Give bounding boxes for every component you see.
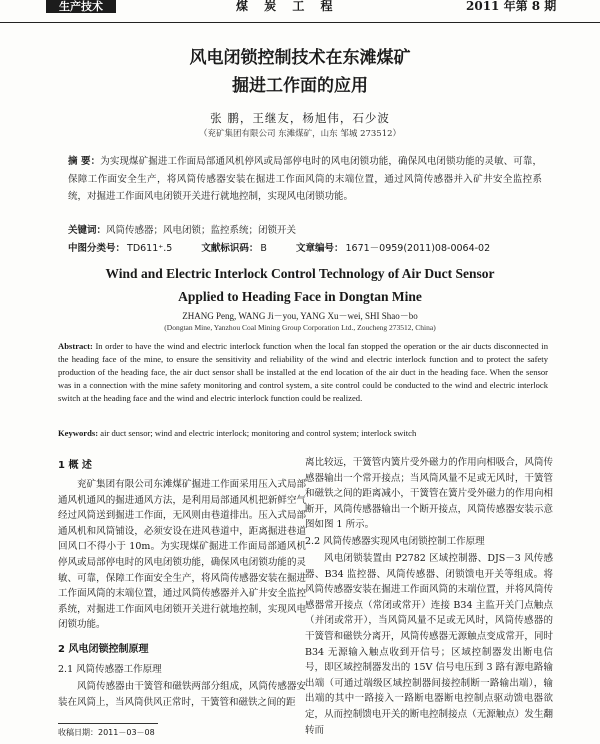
chinese-keywords-text: 风筒传感器；风电闭锁；监控系统；闭锁开关 (106, 225, 297, 236)
document-code: 文献标识码： B (201, 243, 267, 254)
english-abstract-text: In order to have the wind and electric interlock function when the local fan stopped the operation or the air ducts disconnected in the heading face of the mine, to ensure the sensitivity and reliability of the wind and electric interlock function and to protect the safety production of the heading face, the air duct sensor shall be installed at the end location of the air duct in the heading face. When the sensor was in a connection with the mine safety monitoring and control system, a site control could be conducted to the wind and electric interlock switch at the heading face and the wind and electric interlock function could be realized. (58, 341, 548, 403)
right-column-paragraph-1: 离比较远，干簧管内簧片受外磁力的作用向相吸合，风筒传感器输出一个常开接点；当风筒风量不足或无风时，干簧管和磁铁之间的距离减小，干簧管在簧片受外磁力的作用向相断开，风筒传感器输出一个断开接点，风筒传感器安装示意图如图 1 所示。 (305, 457, 553, 531)
clc-number: 中图分类号： TD611⁺.5 (68, 243, 173, 254)
chinese-keywords (68, 222, 542, 236)
chinese-title-line-2: 掘进工作面的应用 (232, 76, 368, 96)
article-number: 文章编号： 1671－0959(2011)08-0064-02 (295, 243, 491, 254)
english-title (0, 262, 600, 308)
chinese-affiliation: （兖矿集团有限公司 东滩煤矿，山东 邹城 273512） (198, 129, 402, 139)
chinese-title (0, 44, 600, 100)
chinese-abstract-text: 为实现煤矿掘进工作面局部通风机停风或局部停电时的风电闭锁功能，确保风电闭锁功能的灵敏、可靠，保障工作面安全生产，将风筒传感器安装在掘进工作面风筒的末端位置，通过风筒传感器并入矿井安全监控系统，对掘进工作面风电闭锁开关进行就地控制，实现风电闭锁功能。 (68, 156, 542, 202)
journal-header (0, 0, 600, 23)
section-1-heading: 1 概 述 (58, 460, 92, 471)
section-2-heading: 2 风电闭锁控制原理 (58, 643, 149, 655)
chinese-abstract (68, 153, 542, 206)
english-keywords (58, 428, 548, 438)
issue-number: 2011 年第 8 期 (466, 0, 557, 13)
english-title-line-1: Wind and Electric Interlock Control Technology of Air Duct Sensor (105, 266, 495, 281)
english-keywords-text: air duct sensor; wind and electric interlock; monitoring and control system; interlock switch (100, 428, 417, 438)
english-keywords-label: Keywords: (58, 428, 99, 438)
body-right-column (305, 455, 553, 738)
chinese-authors: 张 鹏，王继友，杨旭伟，石少波 (210, 111, 390, 125)
chinese-keywords-label: 关键词： (68, 225, 107, 236)
section-2-2-heading: 2.2 风筒传感器实现风电闭锁控制工作原理 (305, 535, 485, 547)
english-title-line-2: Applied to Heading Face in Dongtan Mine (178, 289, 422, 304)
english-abstract (58, 340, 548, 405)
section-2-1-heading: 2.1 风筒传感器工作原理 (58, 663, 162, 675)
section-2-1-paragraph: 风筒传感器由干簧管和磁铁两部分组成，风筒传感器安装在风筒上，当风筒供风正常时，干簧管和磁铁之间的距 (58, 680, 306, 708)
right-column-paragraph-2: 风电闭锁装置由 P2782 区域控制器、DJS－3 风传感器、B34 监控器、风筒传感器、闭锁馈电开关等组成。将风筒传感器安装在掘进工作面风筒的末端位置，并将风筒传感器常开接点（常闭或常开）连接 B34 主监开关门点触点（并闭或常开），当风筒风量不足或无风时，风筒传感器的干簧管和磁铁分离开，风筒传感器无源触点变成常开，同时 B34 无源输入触点收到开信号；区域控制器发出断电信号，即区域控制器发出的 15V 信号电压到 3 路有源电路输出端（可通过端级区域控制器间接控制断一路输出端），输出端的其中一路接入一路断电器断电控制点驱动馈电器欲定，从而控制馈电开关的断电控制接点（无源触点）发生翻转而 (305, 552, 553, 736)
english-abstract-label: Abstract: (58, 341, 93, 351)
chinese-title-line-1: 风电闭锁控制技术在东滩煤矿 (189, 48, 411, 68)
body-left-column (58, 455, 306, 710)
classification-line (68, 240, 542, 254)
english-authors: ZHANG Peng, WANG Ji－you, YANG Xu－wei, SHI Shao－bo (182, 311, 418, 321)
received-date-footnote: 收稿日期：2011－03－08 (58, 728, 155, 737)
section-1-paragraph: 兖矿集团有限公司东滩煤矿掘进工作面采用压入式局部通风机通风的掘进通风方法，是利用局部通风机把新鲜空气经过风筒送到掘进工作面，无风则由巷道排出。压入式局部通风机和风筒铺设，必须安设在进风巷道中，距离掘进巷道回风口不得小于 10m。为实现煤矿掘进工作面局部通风机停风或局部停电时的风电闭锁功能，确保风电闭锁功能的灵敏、可靠，保障工作面安全生产，将风筒传感器安装在掘进工作面风筒的末端位置，通过风筒传感器并入矿井安全监控系统，对掘进工作面风电闭锁开关进行就地控制，实现风电闭锁功能。 (58, 479, 306, 631)
journal-name: 煤 炭 工 程 (236, 0, 339, 13)
footnote-rule (58, 723, 158, 724)
chinese-abstract-label: 摘 要： (68, 156, 101, 167)
section-tag: 生产技术 (46, 0, 116, 13)
english-affiliation: (Dongtan Mine, Yanzhou Coal Mining Group Corporation Ltd., Zoucheng 273512, China) (164, 323, 436, 332)
